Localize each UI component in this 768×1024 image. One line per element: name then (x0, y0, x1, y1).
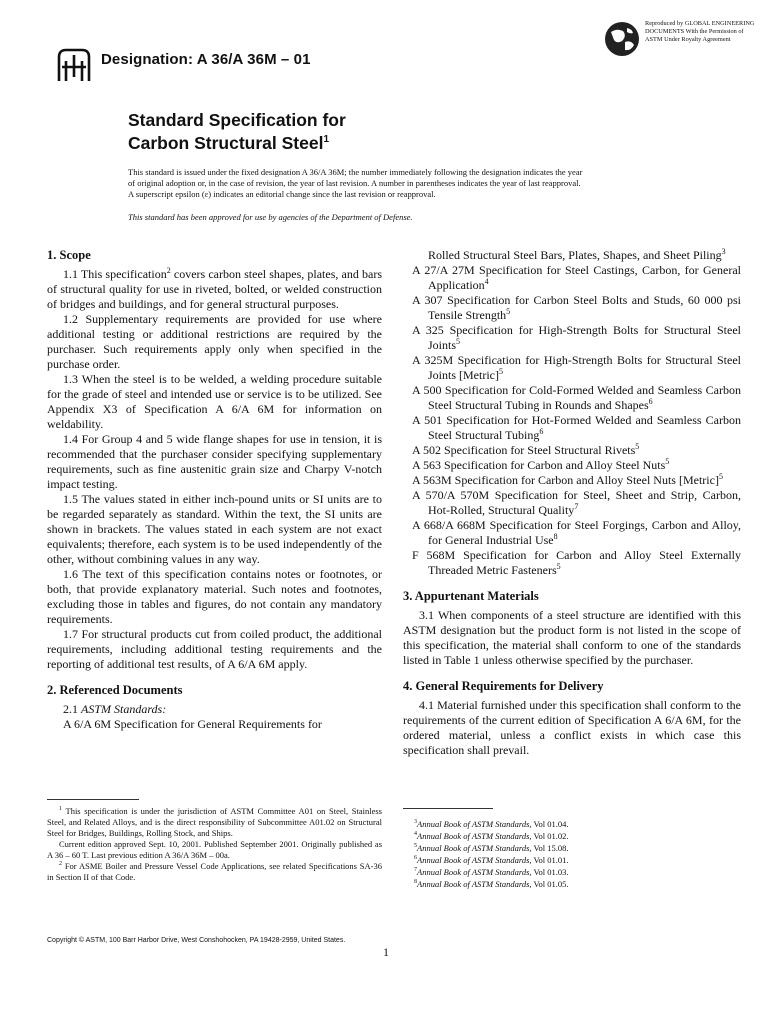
reference-item: A 500 Specification for Cold-Formed Welded and Seamless Carbon Steel Structural Tubing in Rounds and Shapes$^6$ (412, 383, 741, 412)
reference-item: A 501 Specification for Hot-Formed Welded and Seamless Carbon Steel Structural Tubing$^6$ (412, 413, 741, 442)
footnote: Current edition approved Sept. 10, 2001. Published September 2001. Originally published as A 36 – 60 T. Last previous edition A 36/A 36M – 00a. (47, 839, 382, 860)
right-column (403, 248, 741, 758)
repro-line: DOCUMENTS With the Permission of (645, 28, 744, 35)
para-1-1: 1.1 This specification$^2$ covers carbon steel shapes, plates, and bars of structural quality for use in riveted, bolted, or welded construction of bridges and buildings, and for general structural purposes. (47, 266, 382, 311)
reference-item: A 563 Specification for Carbon and Alloy Steel Nuts$^5$ (412, 457, 670, 472)
para-1-6: 1.6 The text of this specification contains notes or footnotes, or both, that provide explanatory material. Such notes and footnotes, excluding those in tables and figures, do not contain any mandatory requirements. (47, 567, 382, 626)
reference-item: A 325 Specification for High-Strength Bolts for Structural Steel Joints$^5$ (412, 323, 741, 352)
scope-heading: 1. Scope (47, 248, 91, 262)
para-1-4: 1.4 For Group 4 and 5 wide flange shapes for use in tension, it is recommended that the purchaser consider specifying supplementary requirements, such as fine austenitic grain size and Charpy V-notch impact testing. (47, 432, 382, 491)
footnote: $^7$Annual Book of ASTM Standards, Vol 01.03. (414, 867, 569, 878)
standard-notice (128, 167, 668, 200)
copyright: Copyright © ASTM, 100 Barr Harbor Drive, West Conshohocken, PA 19428-2959, United States. (47, 937, 346, 944)
reproduction-notice (645, 20, 763, 44)
notice-line: This standard is issued under the fixed designation A 36/A 36M; the number immediately following the designation indicates the year (128, 167, 583, 177)
title-footnote-mark: 1 (323, 134, 330, 145)
para-2-1: 2.1 ASTM Standards: (63, 702, 167, 716)
footnotes-left (47, 806, 382, 883)
para-3-1: 3.1 When components of a steel structure are identified with this ASTM designation but the product form is not listed in the scope of this specification, the material shall conform to one of the standards listed in Table 1 unless otherwise specified by the purchaser. (403, 608, 741, 667)
notice-line: of original adoption or, in the case of revision, the year of last revision. A number in parentheses indicates the year of last reapproval. (128, 178, 581, 188)
ref-a6: A 6/A 6M Specification for General Requirements for (63, 717, 322, 731)
reference-item: A 563M Specification for Carbon and Alloy Steel Nuts [Metric]$^5$ (412, 472, 723, 487)
globe-emblem (603, 20, 641, 58)
title-line-1: Standard Specification for (128, 110, 346, 130)
reference-item: A 307 Specification for Carbon Steel Bolts and Studs, 60 000 psi Tensile Strength$^5$ (412, 293, 741, 322)
para-4-1: 4.1 Material furnished under this specification shall conform to the requirements of the current edition of Specification A 6/A 6M, for the ordered material, unless a conflict exists in which case this specification shall prevail. (403, 698, 741, 757)
footnote: $^4$Annual Book of ASTM Standards, Vol 01.02. (414, 831, 569, 842)
repro-line: ASTM Under Royalty Agreement (645, 36, 731, 43)
left-column (47, 248, 382, 732)
footnote-divider (47, 799, 139, 800)
para-1-7: 1.7 For structural products cut from coiled product, the additional requirements, including additional testing requirements and the reporting of additional test results, of A 6/A 6M apply. (47, 627, 382, 671)
reference-item: A 502 Specification for Steel Structural Rivets$^5$ (412, 442, 640, 457)
dod-approval: This standard has been approved for use by agencies of the Department of Defense. (128, 212, 413, 222)
reference-item: A 325M Specification for High-Strength Bolts for Structural Steel Joints [Metric]$^5$ (412, 353, 741, 382)
footnote: $^5$Annual Book of ASTM Standards, Vol 15.08. (414, 843, 569, 854)
title-line-2: Carbon Structural Steel$^1$ (128, 132, 330, 153)
footnote: $^3$Annual Book of ASTM Standards, Vol 01.04. (414, 819, 569, 829)
footnote: $^2$ For ASME Boiler and Pressure Vessel Code Applications, see related Specifications SA-36 in Section II of that Code. (47, 861, 382, 882)
document-title (128, 110, 346, 153)
general-heading: 4. General Requirements for Delivery (403, 679, 604, 693)
repro-line: Reproduced by GLOBAL ENGINEERING (645, 20, 755, 27)
appurtenant-heading: 3. Appurtenant Materials (403, 589, 539, 603)
para-1-2: 1.2 Supplementary requirements are provided for use where additional testing or additional restrictions are required by the purchaser. Such requirements apply only when specified in the purchase order. (47, 312, 382, 371)
refdocs-heading: 2. Referenced Documents (47, 683, 183, 697)
para-1-3: 1.3 When the steel is to be welded, a welding procedure suitable for the grade of steel and intended use or service is to be utilized. See Appendix X3 of Specification A 6/A 6M for information on weldability. (47, 372, 382, 431)
footnote: $^6$Annual Book of ASTM Standards, Vol 01.01. (414, 855, 569, 866)
ref-a6-continued: Rolled Structural Steel Bars, Plates, Shapes, and Sheet Piling$^3$ (428, 247, 726, 262)
footnote: $^8$Annual Book of ASTM Standards, Vol 01.05. (414, 879, 569, 890)
referenced-standards-list (403, 263, 741, 578)
reference-item: A 27/A 27M Specification for Steel Castings, Carbon, for General Application$^4$ (412, 263, 741, 292)
designation: Designation: A 36/A 36M – 01 (101, 51, 311, 68)
footnotes-right (414, 818, 569, 891)
reference-item: F 568M Specification for Carbon and Alloy Steel Externally Threaded Metric Fasteners$^5$ (412, 548, 741, 577)
para-1-5: 1.5 The values stated in either inch-pound units or SI units are to be regarded separately as standard. Within the text, the SI units are shown in brackets. The values stated in each system are not exact equivalents; therefore, each system is to be used independently of the other, without combining values in any way. (47, 492, 382, 566)
footnote: $^1$ This specification is under the jurisdiction of ASTM Committee A01 on Steel, Stainless Steel, and Related Alloys, and is the direct responsibility of Subcommittee A01.02 on Structural Steel for Bridges, Buildings, Rolling Stock, and Ships. (47, 806, 382, 838)
reference-item: A 570/A 570M Specification for Steel, Sheet and Strip, Carbon, Hot-Rolled, Structural Quality$^7$ (412, 488, 741, 517)
footnote-divider (403, 808, 493, 809)
astm-logo (53, 47, 95, 85)
reference-item: A 668/A 668M Specification for Steel Forgings, Carbon and Alloy, for General Industrial Use$^8$ (412, 518, 741, 547)
page-number: 1 (383, 945, 389, 959)
notice-line: A superscript epsilon (ε) indicates an editorial change since the last revision or reapproval. (128, 189, 436, 199)
